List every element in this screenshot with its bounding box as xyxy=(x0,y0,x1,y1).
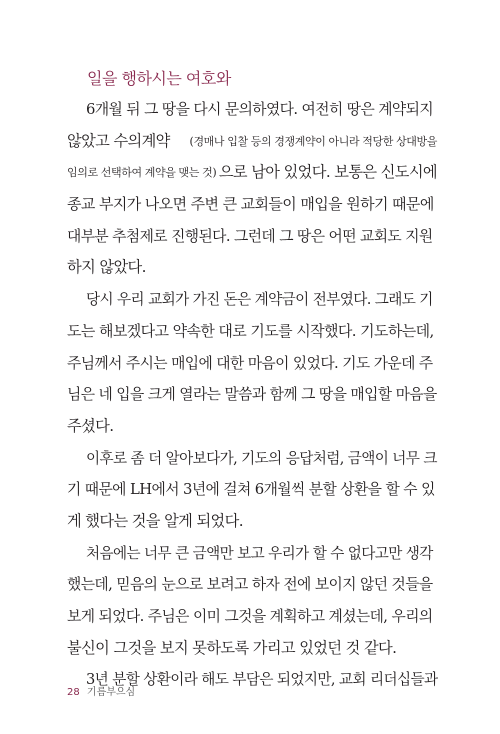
page-number: 28 xyxy=(67,687,80,698)
body-text xyxy=(67,94,437,696)
text-line-content: 으로 남아 있었다. 보통은 신도시에 xyxy=(218,163,437,182)
text-line xyxy=(67,411,437,443)
text-line-content: 대부분 추첨제로 진행된다. 그런데 그 땅은 어떤 교회도 지원 xyxy=(67,227,433,245)
text-line-parenthetical: (경매나 입찰 등의 경쟁계약이 아니라 적당한 상대방을 xyxy=(189,134,437,148)
text-line-content: 게 했다는 것을 알게 되었다. xyxy=(67,511,243,530)
text-line-content: 보게 되었다. 주님은 이미 그것을 계획하고 계셨는데, 우리의 xyxy=(67,608,433,625)
text-line xyxy=(67,569,437,601)
text-line-content: 처음에는 너무 큰 금액만 보고 우리가 할 수 없다고만 생각 xyxy=(86,544,433,562)
text-line-content: 주님께서 주시는 매입에 대한 마음이 있었다. 기도 가운데 주 xyxy=(67,354,433,372)
text-line-content: 도는 해보겠다고 약속한 대로 기도를 시작했다. 기도하는데, xyxy=(67,321,434,340)
text-line xyxy=(67,601,437,633)
text-line-content: 기 때문에 LH에서 3년에 걸쳐 6개월씩 분할 상환을 할 수 있 xyxy=(67,481,435,499)
text-line xyxy=(67,348,437,380)
text-line-content: 했는데, 믿음의 눈으로 보려고 하자 전에 보이지 않던 것들을 xyxy=(67,576,433,594)
text-line xyxy=(67,379,437,411)
text-line xyxy=(67,443,437,475)
text-line-content: 이후로 좀 더 알아보다가, 기도의 응답처럼, 금액이 너무 크 xyxy=(86,449,437,467)
text-line-content: 않았고 수의계약 xyxy=(67,131,170,150)
text-line-content: 불신이 그것을 보지 못하도록 가리고 있었던 것 같다. xyxy=(67,638,397,657)
book-title: 기름부으심 xyxy=(86,687,136,698)
text-line-content: 3년 분할 상환이라 해도 부담은 되었지만, 교회 리더십들과 xyxy=(86,671,438,689)
section-heading: 일을 행하시는 여호와 xyxy=(87,69,231,88)
text-line xyxy=(67,94,437,126)
text-line-content: 6개월 뒤 그 땅을 다시 문의하였다. 여전히 땅은 계약되지 xyxy=(86,101,434,118)
text-line xyxy=(67,474,437,506)
text-line xyxy=(67,189,437,221)
text-line-content: 님은 네 입을 크게 열라는 말씀과 함께 그 땅을 매입할 마음을 xyxy=(67,386,437,404)
text-line-content: 주셨다. xyxy=(67,416,114,435)
text-line-parenthetical: 임의로 선택하여 계약을 맺는 것) xyxy=(67,166,217,180)
text-line xyxy=(67,284,437,316)
text-line xyxy=(67,221,437,253)
text-line xyxy=(67,633,437,665)
text-line xyxy=(67,538,437,570)
text-line xyxy=(67,157,437,189)
page-footer xyxy=(67,683,135,698)
text-line xyxy=(67,252,437,284)
text-line-content: 당시 우리 교회가 가진 돈은 계약금이 전부였다. 그래도 기 xyxy=(86,291,433,309)
text-line xyxy=(67,506,437,538)
text-line-content: 종교 부지가 나오면 주변 큰 교회들이 매입을 원하기 때문에 xyxy=(67,195,434,214)
text-line-content: 하지 않았다. xyxy=(67,258,146,277)
text-line xyxy=(67,126,437,158)
text-line xyxy=(67,316,437,348)
